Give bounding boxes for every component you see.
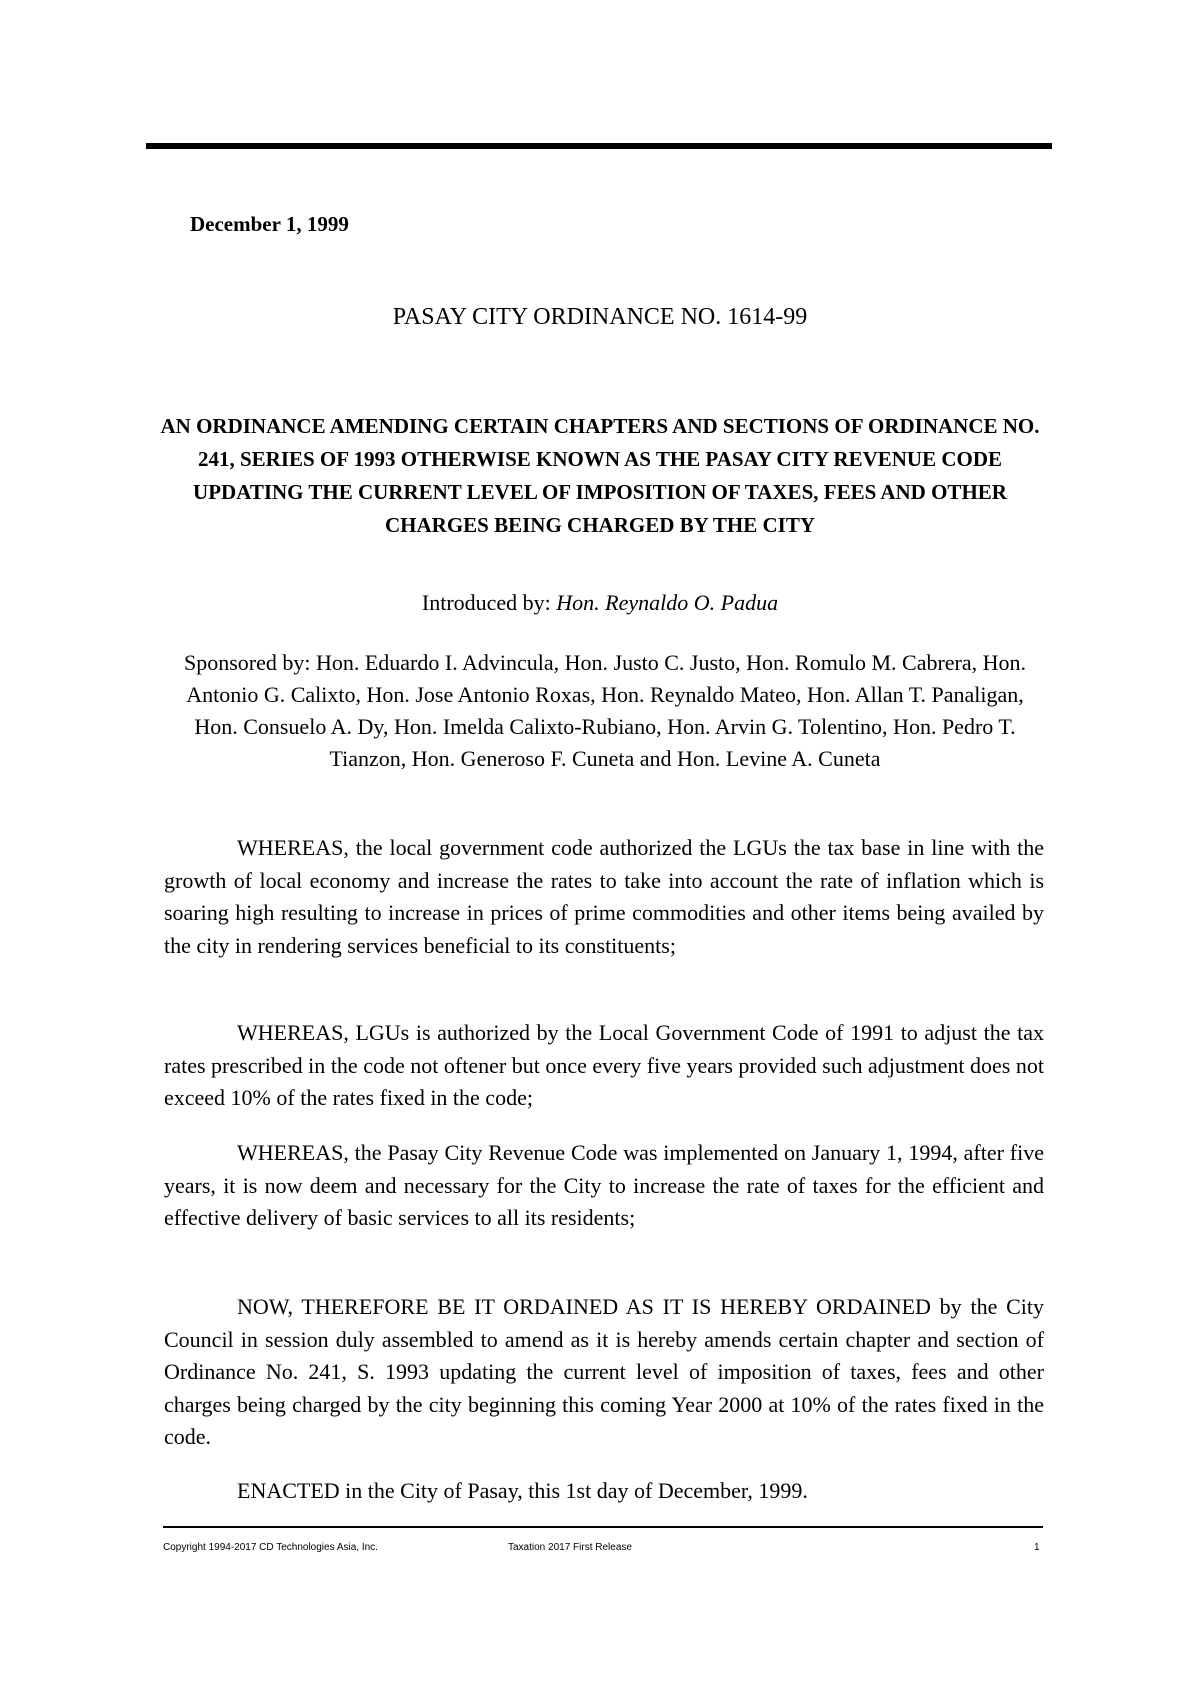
whereas-paragraph-1: WHEREAS, the local government code authorized the LGUs the tax base in line with the growth of local economy and increase the rates to take into account the rate of inflation which is soaring high resulting to increase in prices of prime commodities and other items being availed by the city in rendering services beneficial to its constituents;	[164, 835, 1044, 958]
footer-rule	[163, 1526, 1043, 1528]
introduced-by-label: Introduced by:	[421, 590, 551, 615]
introduced-by	[0, 590, 1200, 616]
introduced-by-name: Hon. Reynaldo O. Padua	[556, 590, 779, 615]
ordained-paragraph: NOW, THEREFORE BE IT ORDAINED AS IT IS HEREBY ORDAINED by the City Council in session duly assembled to amend as it is hereby amends certain chapter and section of Ordinance No. 241, S. 1993 updating the current level of imposition of taxes, fees and other charges being charged by the city beginning this coming Year 2000 at 10% of the rates fixed in the code.	[164, 1294, 1044, 1449]
top-rule	[146, 143, 1052, 149]
ordinance-title: AN ORDINANCE AMENDING CERTAIN CHAPTERS AND SECTIONS OF ORDINANCE NO. 241, SERIES OF 1993 OTHERWISE KNOWN AS THE PASAY CITY REVENUE CODE UPDATING THE CURRENT LEVEL OF IMPOSITION OF TAXES, FEES AND OTHER CHARGES BEING CHARGED BY THE CITY	[160, 414, 1040, 537]
document-date: December 1, 1999	[190, 212, 349, 236]
footer-page-number: 1	[1034, 1542, 1040, 1553]
whereas-paragraph-2: WHEREAS, LGUs is authorized by the Local Government Code of 1991 to adjust the tax rates prescribed in the code not oftener but once every five years provided such adjustment does not exceed 10% of the rates fixed in the code;	[164, 1020, 1044, 1110]
enacted-paragraph: ENACTED in the City of Pasay, this 1st day of December, 1999.	[237, 1478, 808, 1503]
whereas-paragraph-3: WHEREAS, the Pasay City Revenue Code was implemented on January 1, 1994, after five years, it is now deem and necessary for the City to increase the rate of taxes for the efficient and effective delivery of basic services to all its residents;	[164, 1140, 1044, 1230]
footer-copyright: Copyright 1994-2017 CD Technologies Asia, Inc.	[163, 1542, 378, 1553]
footer-release: Taxation 2017 First Release	[508, 1542, 632, 1553]
sponsored-by: Sponsored by: Hon. Eduardo I. Advincula, Hon. Justo C. Justo, Hon. Romulo M. Cabrera, Hon. Antonio G. Calixto, Hon. Jose Antonio Roxas, Hon. Reynaldo Mateo, Hon. Allan T. Panaligan, Hon. Consuelo A. Dy, Hon. Imelda Calixto-Rubiano, Hon. Arvin G. Tolentino, Hon. Pedro T. Tianzon, Hon. Generoso F. Cuneta and Hon. Levine A. Cuneta	[183, 650, 1027, 771]
ordinance-number: PASAY CITY ORDINANCE NO. 1614-99	[392, 304, 808, 330]
